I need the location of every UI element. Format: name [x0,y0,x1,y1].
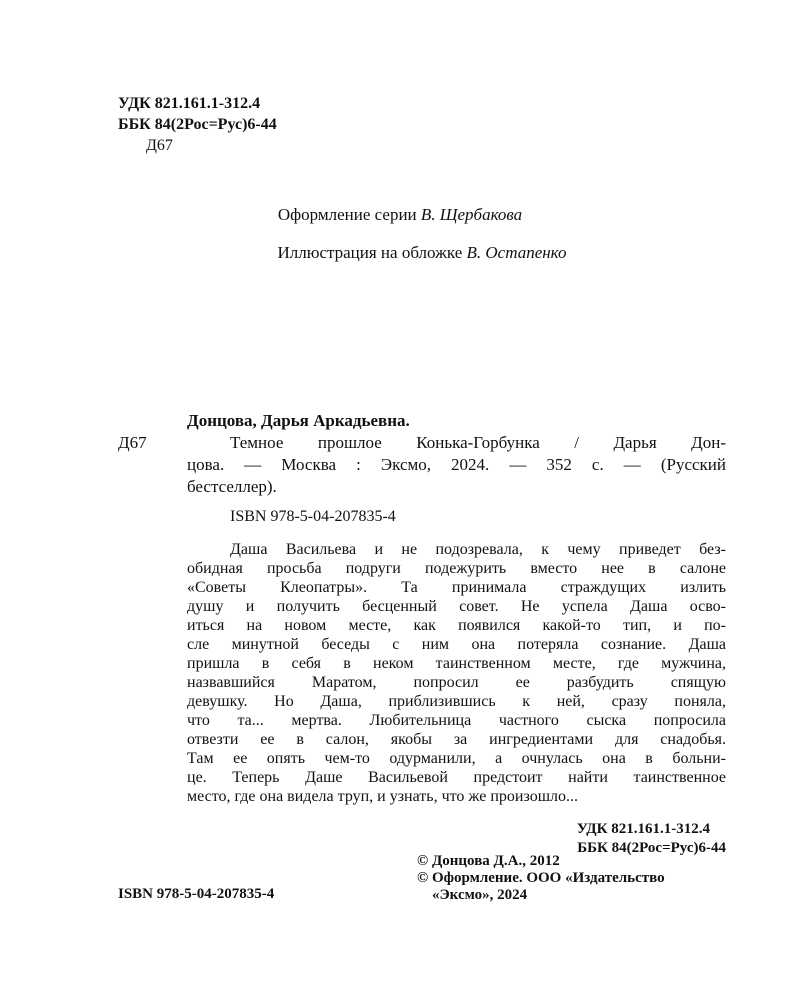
annotation-line: це. Теперь Даше Васильевой предстоит найти таинственное [187,769,726,786]
author-mark: Д67 [146,137,173,154]
bbk-code: ББК 84(2Рос=Рус)6-44 [118,116,277,133]
annotation-line: Даша Васильева и не подозревала, к чему приведет без- [230,541,726,558]
series-design-name: В. Щербакова [420,205,523,224]
annotation-line: иться на новом месте, как появился какой-то тип, и по- [187,617,726,634]
annotation-line: душу и получить бесценный совет. Не успела Даша осво- [187,598,726,615]
copyright-author: © Донцова Д.А., 2012 [417,853,560,869]
annotation-line: девушку. Но Даша, приблизившись к ней, сразу поняла, [187,693,726,710]
annotation-line: Там ее опять чем-то одурманили, а очнулась она в больни- [187,750,726,767]
series-design-credit [0,205,800,225]
citation-line: цова. — Москва : Эксмо, 2024. — 352 с. — (Русский [187,455,726,474]
copyright-design-continued: «Эксмо», 2024 [432,887,528,903]
citation-line: бестселлер). [187,477,277,496]
illustration-name: В. Остапенко [466,243,567,262]
entry-author-mark: Д67 [118,433,147,452]
series-design-label: Оформление серии [277,205,417,224]
illustration-label: Иллюстрация на обложке [277,243,463,262]
entry-bbk-code: ББК 84(2Рос=Рус)6-44 [577,840,726,856]
entry-isbn: ISBN 978-5-04-207835-4 [230,508,396,525]
footer-isbn: ISBN 978-5-04-207835-4 [118,886,275,902]
citation-line: Темное прошлое Конька-Горбунка / Дарья Дон- [230,433,726,452]
udk-code: УДК 821.161.1-312.4 [118,95,261,112]
annotation-line: «Советы Клеопатры». Та принимала страждущих излить [187,579,726,596]
annotation-line: пришла в себя в неком таинственном месте, где мужчина, [187,655,726,672]
entry-udk-code: УДК 821.161.1-312.4 [576,821,710,837]
annotation-line: назвавшийся Маратом, попросил ее разбудить спящую [187,674,726,691]
annotation-line: место, где она видела труп, и узнать, что же произошло... [187,788,579,805]
annotation-line: отвезти ее в салон, якобы за ингредиентами для снадобья. [187,731,726,748]
annotation-line: обидная просьба подруги подежурить вместо нее в салоне [187,560,726,577]
annotation-line: сле минутной беседы с ним она потеряла сознание. Даша [187,636,726,653]
illustration-credit [0,243,800,263]
author-heading: Донцова, Дарья Аркадьевна. [187,411,410,430]
copyright-design: © Оформление. ООО «Издательство [417,870,665,886]
annotation-line: что та... мертва. Любительница частного сыска попросила [187,712,726,729]
